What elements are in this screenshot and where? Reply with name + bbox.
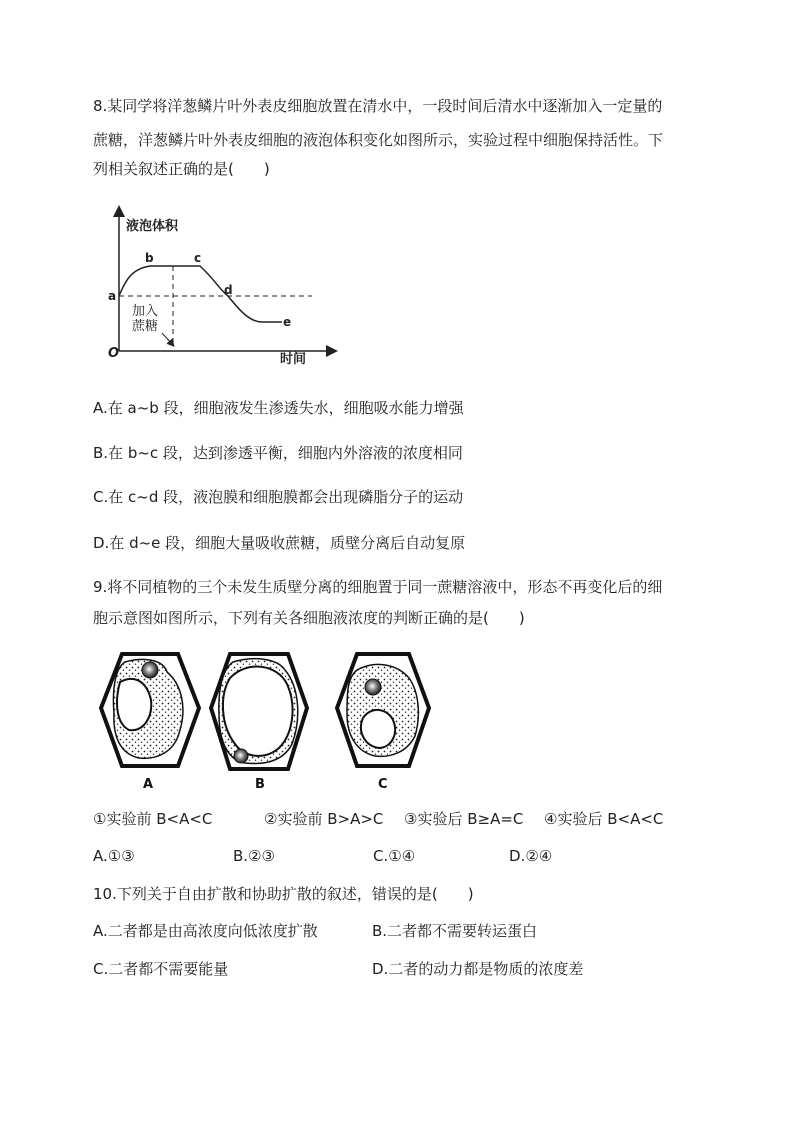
q10-option-c: C.二者都不需要能量 — [93, 960, 229, 978]
y-axis-label: 液泡体积 — [126, 219, 179, 234]
cell-c — [337, 654, 429, 766]
annotation-line-2: 蔗糖 — [132, 319, 159, 334]
x-axis-label: 时间 — [280, 352, 307, 367]
cell-b — [211, 654, 307, 769]
cell-label-b: B — [255, 777, 265, 792]
q8-option-d: D.在 d~e 段，细胞大量吸收蔗糖，质壁分离后自动复原 — [93, 534, 466, 552]
cell-label-a: A — [143, 777, 154, 792]
q9-option-a: A.①③ — [93, 847, 135, 865]
q8-stem-line-2: 蔗糖，洋葱鳞片叶外表皮细胞的液泡体积变化如图所示，实验过程中细胞保持活性。下 — [93, 131, 664, 149]
q9-stem-line-2: 胞示意图如图所示，下列有关各细胞液浓度的判断正确的是( ) — [93, 609, 525, 627]
q9-statement-3: ③实验后 B≥A=C — [404, 810, 524, 828]
point-c: c — [194, 251, 202, 265]
q8-option-b: B.在 b~c 段，达到渗透平衡，细胞内外溶液的浓度相同 — [93, 444, 463, 462]
point-a: a — [108, 289, 117, 303]
q10-stem: 10.下列关于自由扩散和协助扩散的叙述，错误的是( ) — [93, 885, 474, 903]
point-d: d — [224, 283, 233, 297]
sucrose-arrow — [162, 333, 172, 344]
q8-option-c: C.在 c~d 段，液泡膜和细胞膜都会出现磷脂分子的运动 — [93, 488, 464, 506]
origin-label: O — [108, 346, 120, 361]
q9-statement-1: ①实验前 B<A<C — [93, 810, 213, 828]
q8-option-a: A.在 a~b 段，细胞液发生渗透失水，细胞吸水能力增强 — [93, 399, 464, 417]
vacuole-volume-graph — [100, 205, 340, 370]
cell-a — [101, 654, 199, 766]
q9-option-d: D.②④ — [509, 847, 553, 865]
q9-option-c: C.①④ — [373, 847, 416, 865]
q9-statement-4: ④实验后 B<A<C — [544, 810, 664, 828]
q9-stem-line-1: 9.将不同植物的三个未发生质壁分离的细胞置于同一蔗糖溶液中，形态不再变化后的细 — [93, 578, 663, 596]
q9-option-b: B.②③ — [233, 847, 275, 865]
q10-option-a: A.二者都是由高浓度向低浓度扩散 — [93, 922, 318, 940]
q8-stem-line-3: 列相关叙述正确的是( ) — [93, 160, 270, 178]
q8-stem-line-1: 8.某同学将洋葱鳞片叶外表皮细胞放置在清水中，一段时间后清水中逐渐加入一定量的 — [93, 97, 663, 115]
q10-option-b: B.二者都不需要转运蛋白 — [372, 922, 538, 940]
q10-option-d: D.二者的动力都是物质的浓度差 — [372, 960, 584, 978]
cells-figure — [95, 648, 440, 796]
annotation-line-1: 加入 — [132, 304, 159, 319]
point-b: b — [145, 251, 154, 265]
point-e: e — [283, 315, 292, 329]
cell-label-c: C — [378, 777, 388, 792]
q9-statement-2: ②实验前 B>A>C — [264, 810, 384, 828]
